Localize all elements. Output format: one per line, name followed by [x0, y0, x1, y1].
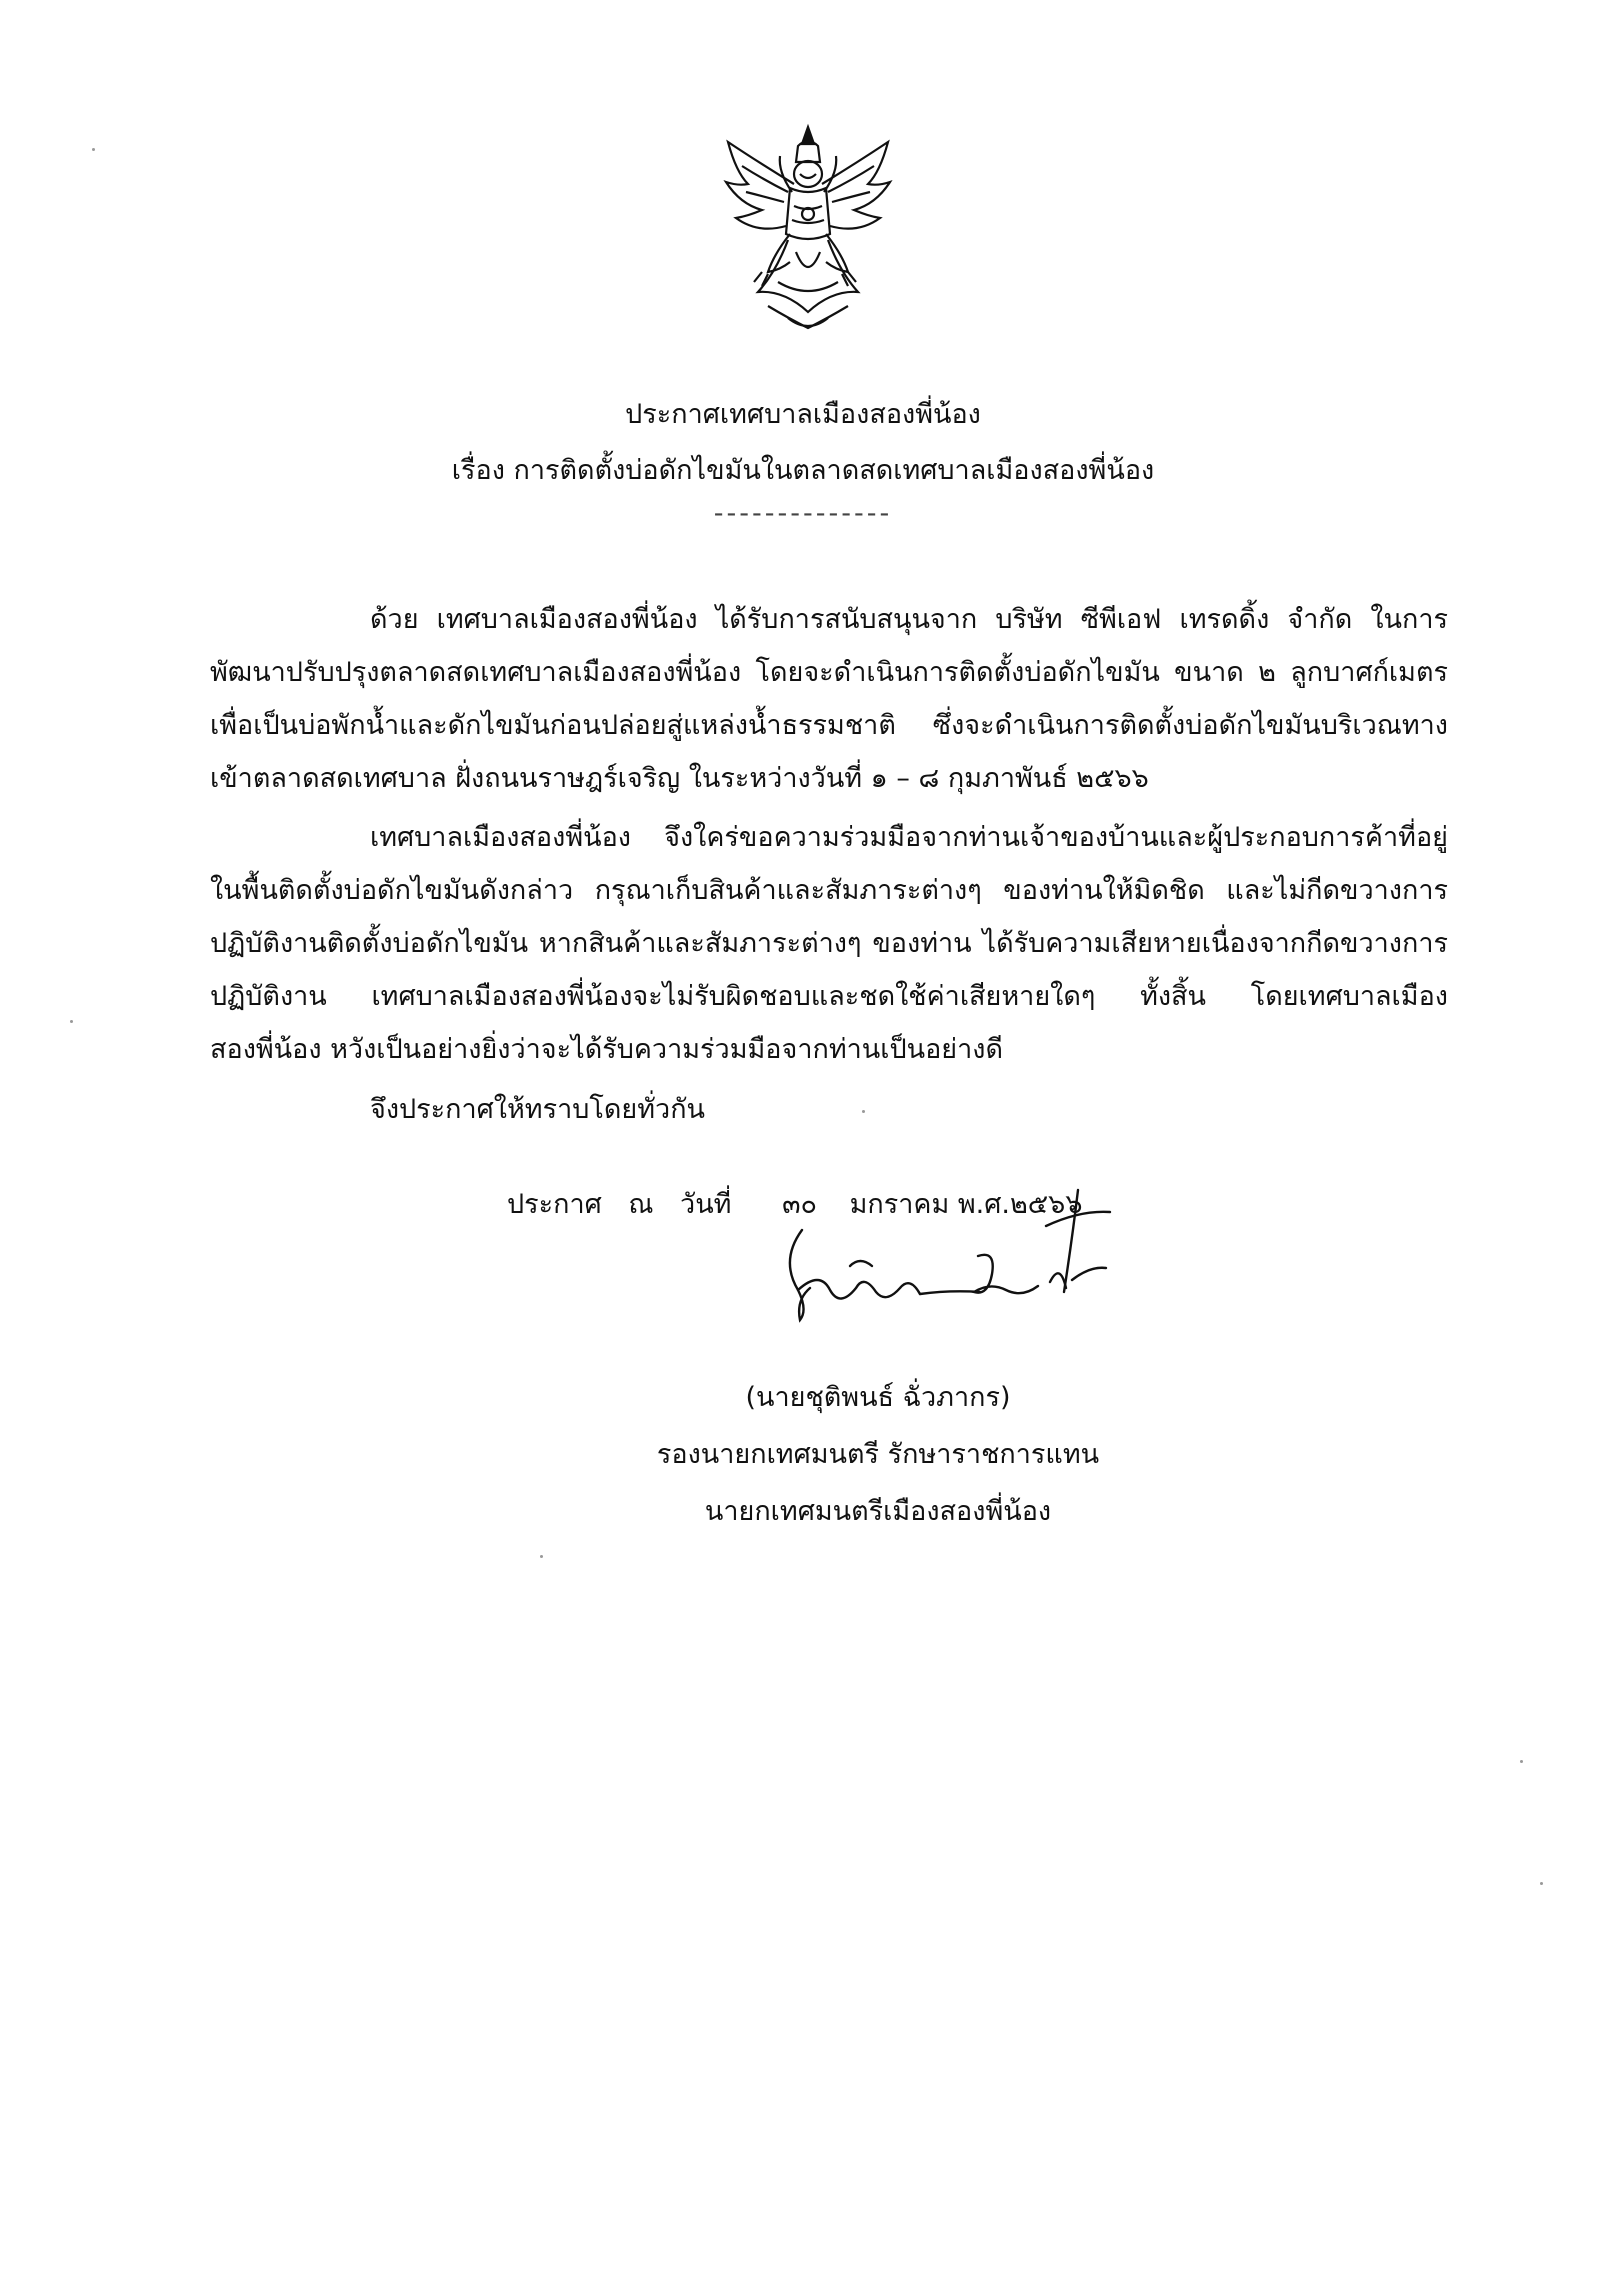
- date-at: ณ: [628, 1189, 654, 1220]
- signatory-name: (นายชุติพนธ์ ฉั่วภากร): [745, 1382, 1011, 1413]
- date-day: ๓๐: [782, 1189, 817, 1220]
- scan-speck: [862, 1110, 865, 1113]
- body-paragraph-3: จึงประกาศให้ทราบโดยทั่วกัน: [370, 1094, 705, 1125]
- handwritten-signature: [760, 1170, 1140, 1330]
- garuda-emblem-icon: [718, 122, 898, 337]
- body-paragraph-1: ด้วย เทศบาลเมืองสองพี่น้อง ได้รับการสนับสนุนจาก บริษัท ซีพีเอฟ เทรดดิ้ง จำกัด ในการพัฒนาปรับปรุงตลาดสดเทศบาลเมืองสองพี่น้อง โดยจะดำเนินการติดตั้งบ่อดักไขมัน ขนาด ๒ ลูกบาศก์เมตร เพื่อเป็นบ่อพักน้ำและดักไขมันก่อนปล่อยสู่แหล่งน้ำธรรมชาติ ซึ่งจะดำเนินการติดตั้งบ่อดักไขมันบริเวณทางเข้าตลาดสดเทศบาล ฝั่งถนนราษฎร์เจริญ ในระหว่างวันที่ ๑ – ๘ กุมภาพันธ์ ๒๕๖๖: [210, 604, 1448, 794]
- signatory-position-1: รองนายกเทศมนตรี รักษาราชการแทน: [656, 1439, 1100, 1470]
- date-prefix: ประกาศ: [507, 1189, 602, 1220]
- scan-speck: [540, 1555, 543, 1558]
- body-paragraph-2: เทศบาลเมืองสองพี่น้อง จึงใคร่ขอความร่วมมือจากท่านเจ้าของบ้านและผู้ประกอบการค้าที่อยู่ในพื้นติดตั้งบ่อดักไขมันดังกล่าว กรุณาเก็บสินค้าและสัมภาระต่างๆ ของท่านให้มิดชิด และไม่กีดขวางการปฏิบัติงานติดตั้งบ่อดักไขมัน หากสินค้าและสัมภาระต่างๆ ของท่าน ได้รับความเสียหายเนื่องจากกีดขวางการปฏิบัติงาน เทศบาลเมืองสองพี่น้องจะไม่รับผิดชอบและชดใช้ค่าเสียหายใดๆ ทั้งสิ้น โดยเทศบาลเมืองสองพี่น้อง หวังเป็นอย่างยิ่งว่าจะได้รับความร่วมมือจากท่านเป็นอย่างดี: [210, 822, 1448, 1065]
- date-month-year: มกราคม พ.ศ.๒๕๖๖: [849, 1189, 1083, 1220]
- date-day-label: วันที่: [680, 1189, 732, 1220]
- title-divider: --------------: [713, 498, 893, 529]
- scan-speck: [1520, 1760, 1523, 1763]
- scan-speck: [70, 1020, 73, 1023]
- announcement-subject: เรื่อง การติดตั้งบ่อดักไขมันในตลาดสดเทศบาลเมืองสองพี่น้อง: [451, 455, 1155, 486]
- scan-speck: [92, 148, 95, 151]
- signatory-position-2: นายกเทศมนตรีเมืองสองพี่น้อง: [704, 1496, 1052, 1527]
- announcement-title: ประกาศเทศบาลเมืองสองพี่น้อง: [625, 399, 981, 430]
- scan-speck: [1540, 1882, 1543, 1885]
